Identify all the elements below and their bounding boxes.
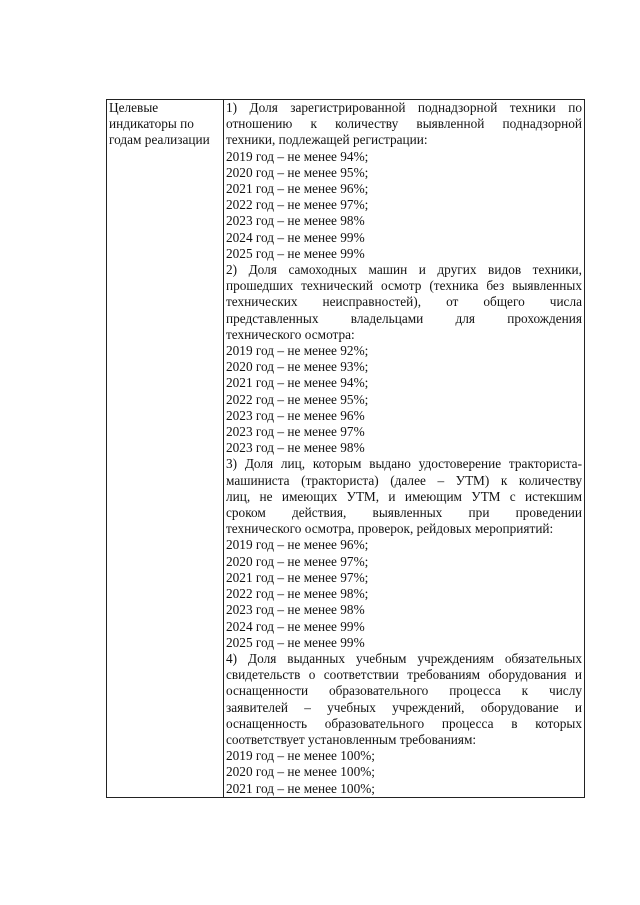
indicator-text-line: представленных владельцами для прохождения <box>226 310 582 326</box>
year-target-line: 2023 год – не менее 96% <box>226 407 365 423</box>
year-target-line: 2019 год – не менее 100%; <box>226 748 375 764</box>
indicator-text-line: 4) Доля выданных учебным учреждениям обязательных <box>226 650 582 666</box>
target-indicators-table <box>106 99 585 798</box>
year-target-line: 2020 год – не менее 97%; <box>226 553 369 569</box>
year-target-line: 2023 год – не менее 97% <box>226 424 365 440</box>
indicator-text-line: сроком действия, выявленных при проведении <box>226 505 582 521</box>
indicator-text-line: машиниста (тракториста) (далее – УТМ) к количеству <box>226 472 582 488</box>
label-line: годам реализации <box>109 132 210 148</box>
year-target-line: 2023 год – не менее 98% <box>226 440 365 456</box>
indicator-text-line: свидетельств о соответствии требованиям оборудования и <box>226 667 582 683</box>
indicator-block <box>226 456 582 650</box>
indicator-block <box>226 651 582 797</box>
indicator-block <box>226 100 582 262</box>
indicator-text-line: заявителей – учебных учреждений, оборудование и <box>226 699 582 715</box>
indicator-text-line: 2) Доля самоходных машин и других видов техники, <box>226 262 582 278</box>
year-target-line: 2020 год – не менее 93%; <box>226 359 369 375</box>
indicator-text-line: оснащенность образовательного процесса в которых <box>226 715 582 731</box>
year-target-line: 2023 год – не менее 98% <box>226 602 365 618</box>
year-target-line: 2021 год – не менее 96%; <box>226 181 369 197</box>
year-target-line: 2019 год – не менее 96%; <box>226 537 369 553</box>
year-target-line: 2021 год – не менее 100%; <box>226 780 375 796</box>
year-target-line: 2020 год – не менее 95%; <box>226 164 369 180</box>
year-target-line: 2021 год – не менее 94%; <box>226 375 369 391</box>
table-row <box>107 100 585 798</box>
indicator-text-line: технического осмотра: <box>226 326 355 342</box>
indicator-text-line: отношению к количеству выявленной поднадзорной <box>226 116 582 132</box>
indicator-text-line: технических неисправностей), от общего числа <box>226 294 582 310</box>
year-target-line: 2019 год – не менее 94%; <box>226 148 369 164</box>
content-cell <box>224 100 585 798</box>
year-target-line: 2019 год – не менее 92%; <box>226 343 369 359</box>
year-target-line: 2024 год – не менее 99% <box>226 618 365 634</box>
indicator-text-line: 3) Доля лиц, которым выдано удостоверение тракториста- <box>226 456 582 472</box>
year-target-line: 2025 год – не менее 99% <box>226 245 365 261</box>
indicator-block <box>226 262 582 456</box>
label-line: индикаторы по <box>109 116 194 132</box>
indicator-text-line: лиц, не имеющих УТМ, и имеющим УТМ с истекшим <box>226 488 582 504</box>
year-target-line: 2024 год – не менее 99% <box>226 229 365 245</box>
year-target-line: 2020 год – не менее 100%; <box>226 764 375 780</box>
year-target-line: 2022 год – не менее 97%; <box>226 197 369 213</box>
indicator-text-line: 1) Доля зарегистрированной поднадзорной техники по <box>226 100 582 115</box>
indicator-text-line: оснащенности образовательного процесса к числу <box>226 683 582 699</box>
year-target-line: 2022 год – не менее 98%; <box>226 586 369 602</box>
year-target-line: 2023 год – не менее 98% <box>226 213 365 229</box>
year-target-line: 2021 год – не менее 97%; <box>226 569 369 585</box>
year-target-line: 2025 год – не менее 99% <box>226 634 365 650</box>
indicator-text-line: соответствует установленным требованиям: <box>226 731 477 747</box>
indicator-text-line: техники, подлежащей регистрации: <box>226 132 428 148</box>
indicator-text-line: прошедших технический осмотр (техника без выявленных <box>226 278 582 294</box>
label-line: Целевые <box>109 100 159 115</box>
label-cell <box>107 100 224 798</box>
indicator-text-line: технического осмотра, проверок, рейдовых мероприятий: <box>226 521 554 537</box>
year-target-line: 2022 год – не менее 95%; <box>226 391 369 407</box>
